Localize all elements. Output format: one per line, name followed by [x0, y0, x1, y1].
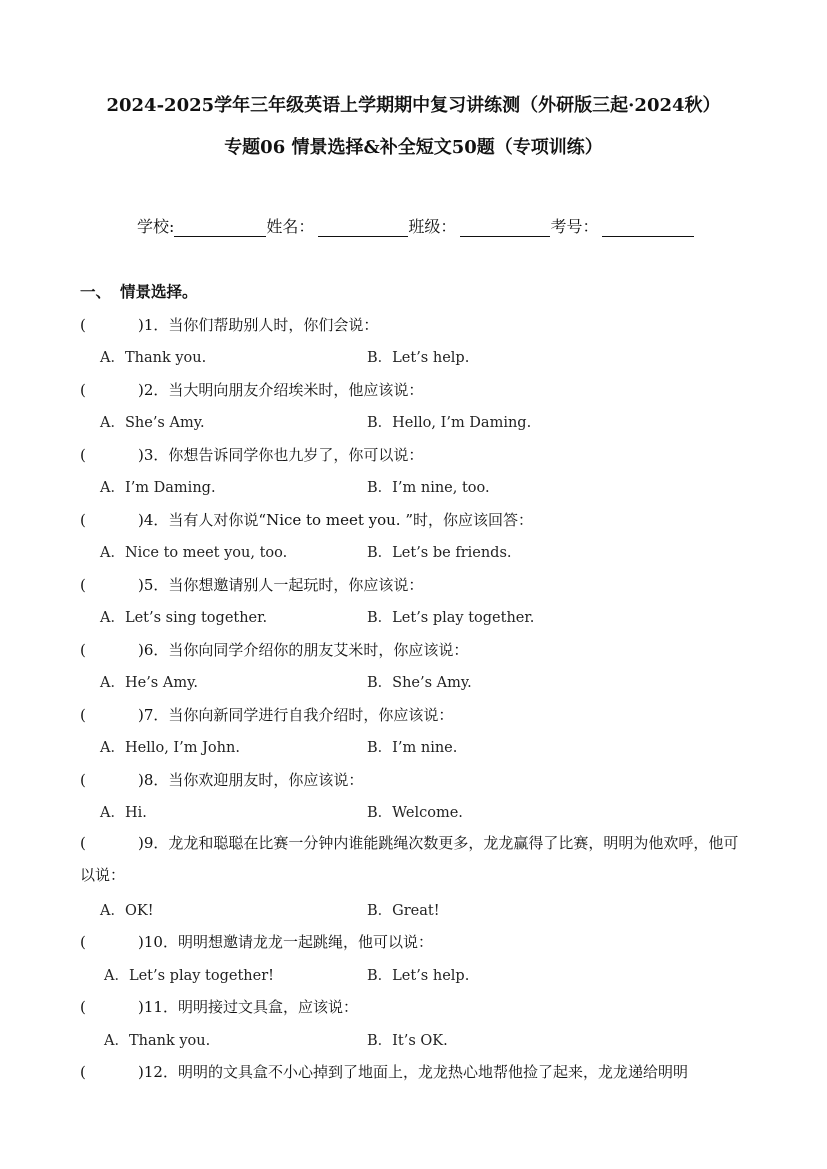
name-blank[interactable]: [318, 220, 408, 237]
class-label: 班级：: [408, 217, 457, 236]
question-8: [80, 769, 363, 790]
question-text: )1．当你们帮助别人时，你们会说：: [138, 316, 379, 334]
document-title: 2024-2025学年三年级英语上学期期中复习讲练测（外研版三起·2024秋）: [106, 95, 721, 116]
question-1: [80, 314, 378, 335]
question-text: )12．明明的文具盒不小心掉到了地面上，龙龙热心地帮他捡了起来，龙龙递给明明: [138, 1063, 688, 1081]
option-b: B．Let’s be friends.: [367, 545, 512, 561]
exam-number-blank[interactable]: [602, 220, 694, 237]
question-text: )7．当你向新同学进行自我介绍时，你应该说：: [138, 706, 454, 724]
option-a: A．Hi.: [100, 805, 147, 821]
school-label: 学校:: [137, 217, 175, 236]
name-label: 姓名：: [266, 217, 315, 236]
question-2: [80, 379, 423, 400]
answer-paren[interactable]: (: [80, 706, 86, 724]
option-b: B．Let’s help.: [367, 968, 470, 984]
option-a: A．Hello, I’m John.: [100, 740, 240, 756]
question-4: [80, 509, 533, 530]
question-10: [80, 931, 433, 952]
question-text: )11．明明接过文具盒，应该说：: [138, 998, 358, 1016]
option-b: B．I’m nine.: [367, 740, 458, 756]
option-b: B．Let’s help.: [367, 350, 470, 366]
question-text: )6．当你向同学介绍你的朋友艾米时，你应该说：: [138, 641, 469, 659]
question-9: [80, 827, 752, 891]
option-b: B．It’s OK.: [367, 1033, 448, 1049]
question-7: [80, 704, 453, 725]
question-text: )9．龙龙和聪聪在比赛一分钟内谁能跳绳次数更多，龙龙赢得了比赛，明明为他欢呼，他可以说：: [80, 834, 739, 884]
question-3: [80, 444, 423, 465]
question-text: )8．当你欢迎朋友时，你应该说：: [138, 771, 364, 789]
answer-paren[interactable]: (: [80, 446, 86, 464]
answer-paren[interactable]: (: [80, 641, 86, 659]
answer-paren[interactable]: (: [80, 576, 86, 594]
answer-paren[interactable]: (: [80, 511, 86, 529]
option-b: B．I’m nine, too.: [367, 480, 490, 496]
option-b: B．Hello, I’m Daming.: [367, 415, 532, 431]
section-heading: [80, 280, 198, 302]
school-blank[interactable]: [174, 220, 266, 237]
answer-paren[interactable]: (: [80, 998, 86, 1016]
answer-paren[interactable]: (: [80, 381, 86, 399]
option-b: B．Great!: [367, 903, 440, 919]
question-6: [80, 639, 468, 660]
option-a: A．Nice to meet you, too.: [100, 545, 288, 561]
option-b: B．Let’s play together.: [367, 610, 535, 626]
answer-paren[interactable]: (: [80, 316, 86, 334]
option-a: A．Let’s play together!: [104, 968, 274, 984]
option-b: B．She’s Amy.: [367, 675, 472, 691]
option-a: A．Let’s sing together.: [100, 610, 268, 626]
answer-paren[interactable]: (: [80, 1063, 86, 1081]
question-text: )3．你想告诉同学你也九岁了，你可以说：: [138, 446, 424, 464]
option-a: A．OK!: [100, 903, 154, 919]
question-text: )2．当大明向朋友介绍埃米时，他应该说：: [138, 381, 424, 399]
option-a: A．I’m Daming.: [100, 480, 216, 496]
student-info-row: [137, 214, 694, 237]
answer-paren[interactable]: (: [80, 771, 86, 789]
class-blank[interactable]: [460, 220, 550, 237]
option-a: A．He’s Amy.: [100, 675, 198, 691]
section-title: 情景选择。: [120, 282, 198, 301]
answer-paren[interactable]: (: [80, 933, 86, 951]
document-subtitle: 专题06 情景选择&补全短文50题（专项训练）: [224, 137, 603, 158]
question-text: )5．当你想邀请别人一起玩时，你应该说：: [138, 576, 424, 594]
question-text: )10．明明想邀请龙龙一起跳绳，他可以说：: [138, 933, 433, 951]
question-text: )4．当有人对你说“Nice to meet you. ”时，你应该回答：: [138, 511, 534, 529]
option-b: B．Welcome.: [367, 805, 463, 821]
option-a: A．She’s Amy.: [100, 415, 205, 431]
exam-number-label: 考号：: [550, 217, 599, 236]
question-5: [80, 574, 423, 595]
option-a: A．Thank you.: [104, 1033, 211, 1049]
question-11: [80, 996, 358, 1017]
question-12: [80, 1061, 688, 1082]
option-a: A．Thank you.: [100, 350, 207, 366]
answer-paren[interactable]: (: [80, 834, 86, 852]
section-number: 一、: [80, 282, 112, 301]
